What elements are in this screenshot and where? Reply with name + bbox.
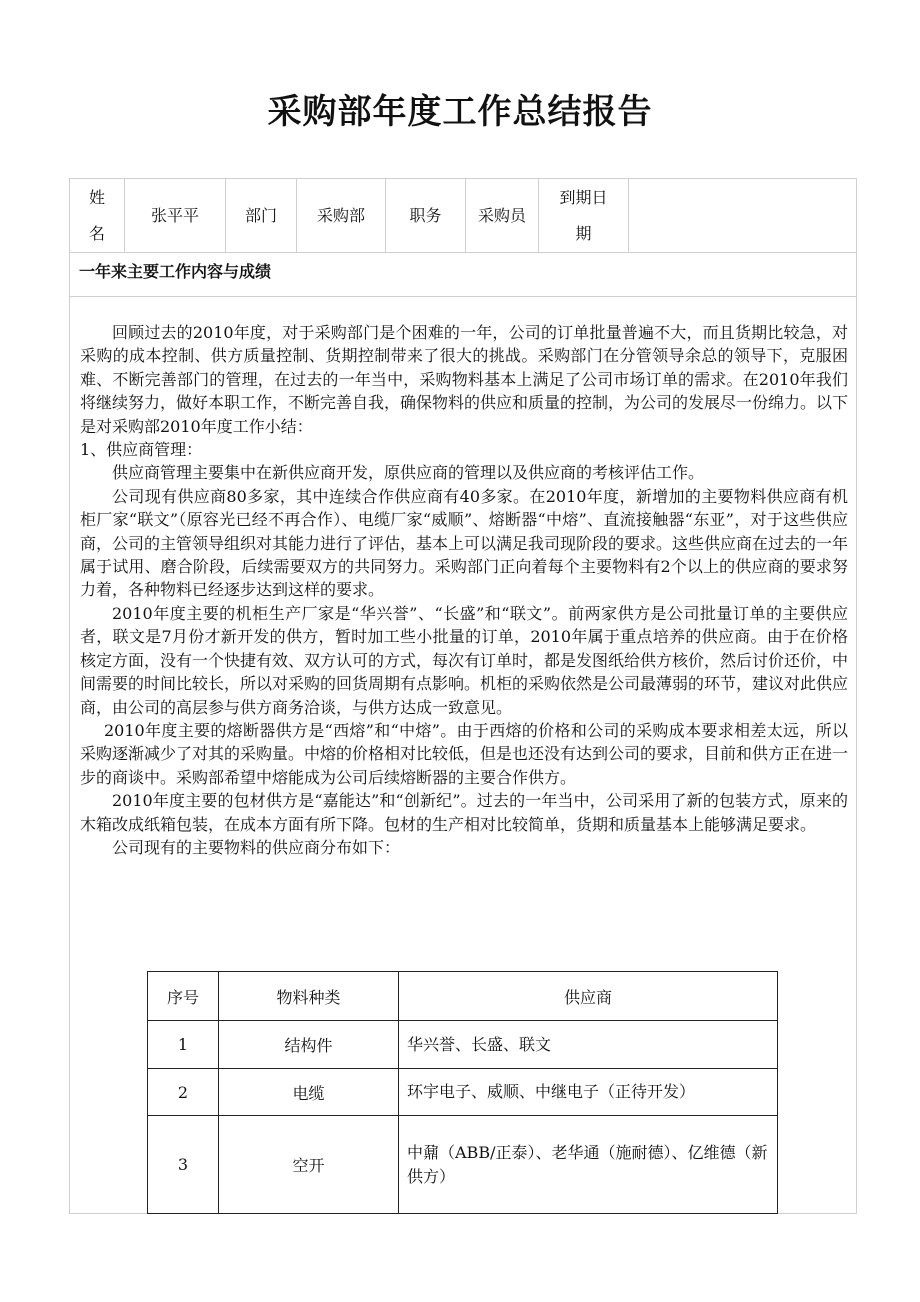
table-row — [148, 1116, 778, 1214]
section-divider — [70, 296, 856, 297]
position-value: 采购员 — [466, 179, 539, 252]
paragraph-cabinet: 2010年度主要的机柜生产厂家是“华兴誉”、“长盛”和“联文”。前两家供方是公司批量订单的主要供应者，联文是7月份才新开发的供方，暂时加工些小批量的订单，2010年属于重点培养的供应商。由于在价格核定方面，没有一个快捷有效、双方认可的方式，每次有订单时，都是发图纸给供方核价，然后讨价还价，中间需要的时间比较长，所以对采购的回货周期有点影响。机柜的采购依然是公司最薄弱的环节，建议对此供应商，由公司的高层参与供方商务洽谈，与供方达成一致意见。 — [80, 603, 849, 717]
supplier-table — [147, 971, 778, 1214]
col-header-supplier: 供应商 — [399, 972, 778, 1021]
col-header-material: 物料种类 — [219, 972, 399, 1021]
name-value: 张平平 — [125, 179, 226, 252]
cell-index: 3 — [148, 1116, 219, 1214]
due-date-value — [629, 179, 856, 252]
paragraph-intro: 回顾过去的2010年度，对于采购部门是个困难的一年，公司的订单批量普遍不大，而且货期比较急，对采购的成本控制、供方质量控制、货期控制带来了很大的挑战。采购部门在分管领导余总的领导下，克服困难、不断完善部门的管理，在过去的一年当中，采购物料基本上满足了公司市场订单的需求。在2010年我们将继续努力，做好本职工作，不断完善自我，确保物料的供应和质量的控制，为公司的发展尽一份绵力。以下是对采购部2010年度工作小结： — [80, 323, 849, 436]
cell-supplier: 中鼐（ABB/正泰）、老华通（施耐德）、亿维德（新供方） — [399, 1116, 778, 1214]
table-row — [148, 1021, 778, 1069]
cell-material: 结构件 — [219, 1021, 399, 1069]
cell-index: 1 — [148, 1021, 219, 1069]
name-label-cell — [70, 179, 125, 252]
heading-supplier-management: 1、供应商管理： — [80, 440, 203, 460]
due-date-label-line2: 期 — [575, 223, 592, 243]
section-title: 一年来主要工作内容与成绩 — [79, 262, 272, 281]
due-date-label-cell — [539, 179, 629, 252]
paragraph-supplier-focus: 供应商管理主要集中在新供应商开发，原供应商的管理以及供应商的考核评估工作。 — [112, 463, 705, 483]
table-header-row — [148, 972, 778, 1021]
dept-label: 部门 — [226, 179, 297, 252]
page-title: 采购部年度工作总结报告 — [267, 92, 653, 132]
cell-material: 空开 — [219, 1116, 399, 1214]
col-header-index: 序号 — [148, 972, 219, 1021]
report-body — [80, 321, 848, 859]
due-date-label-line1: 到期日 — [559, 187, 608, 207]
paragraph-supplier-count: 公司现有供应商80多家，其中连续合作供应商有40多家。在2010年度，新增加的主要物料供应商有机柜厂家“联文”（原容光已经不再合作）、电缆厂家“威顺”、熔断器“中熔”、直流接触器“东亚”，对于这些供应商，公司的主管领导组织对其能力进行了评估，基本上可以满足我司现阶段的要求。这些供应商在过去的一年属于试用、磨合阶段，后续需要双方的共同努力。采购部门正向着每个主要物料有2个以上的供应商的要求努力着，各种物料已经逐步达到这样的要求。 — [80, 486, 849, 600]
header-divider — [70, 252, 856, 253]
cell-index: 2 — [148, 1069, 219, 1116]
paragraph-table-intro: 公司现有的主要物料的供应商分布如下： — [112, 837, 401, 857]
cell-supplier: 环宇电子、威顺、中继电子（正待开发） — [399, 1069, 778, 1116]
name-label-line2: 名 — [88, 223, 105, 243]
position-label: 职务 — [386, 179, 466, 252]
paragraph-packaging: 2010年度主要的包材供方是“嘉能达”和“创新纪”。过去的一年当中，公司采用了新的包装方式，原来的木箱改成纸箱包装，在成本方面有所下降。包材的生产相对比较简单，货期和质量基本上能够满足要求。 — [80, 791, 848, 834]
paragraph-fuse: 2010年度主要的熔断器供方是“西熔”和“中熔”。由于西熔的价格和公司的采购成本要求相差太远，所以采购逐渐减少了对其的采购量。中熔的价格相对比较低，但是也还没有达到公司的要求，目前和供方正在进一步的商谈中。采购部希望中熔能成为公司后续熔断器的主要合作供方。 — [80, 720, 849, 787]
cell-material: 电缆 — [219, 1069, 399, 1116]
table-row — [148, 1069, 778, 1116]
name-label-line1: 姓 — [88, 187, 105, 207]
dept-value: 采购部 — [297, 179, 386, 252]
cell-supplier: 华兴誉、长盛、联文 — [399, 1021, 778, 1069]
